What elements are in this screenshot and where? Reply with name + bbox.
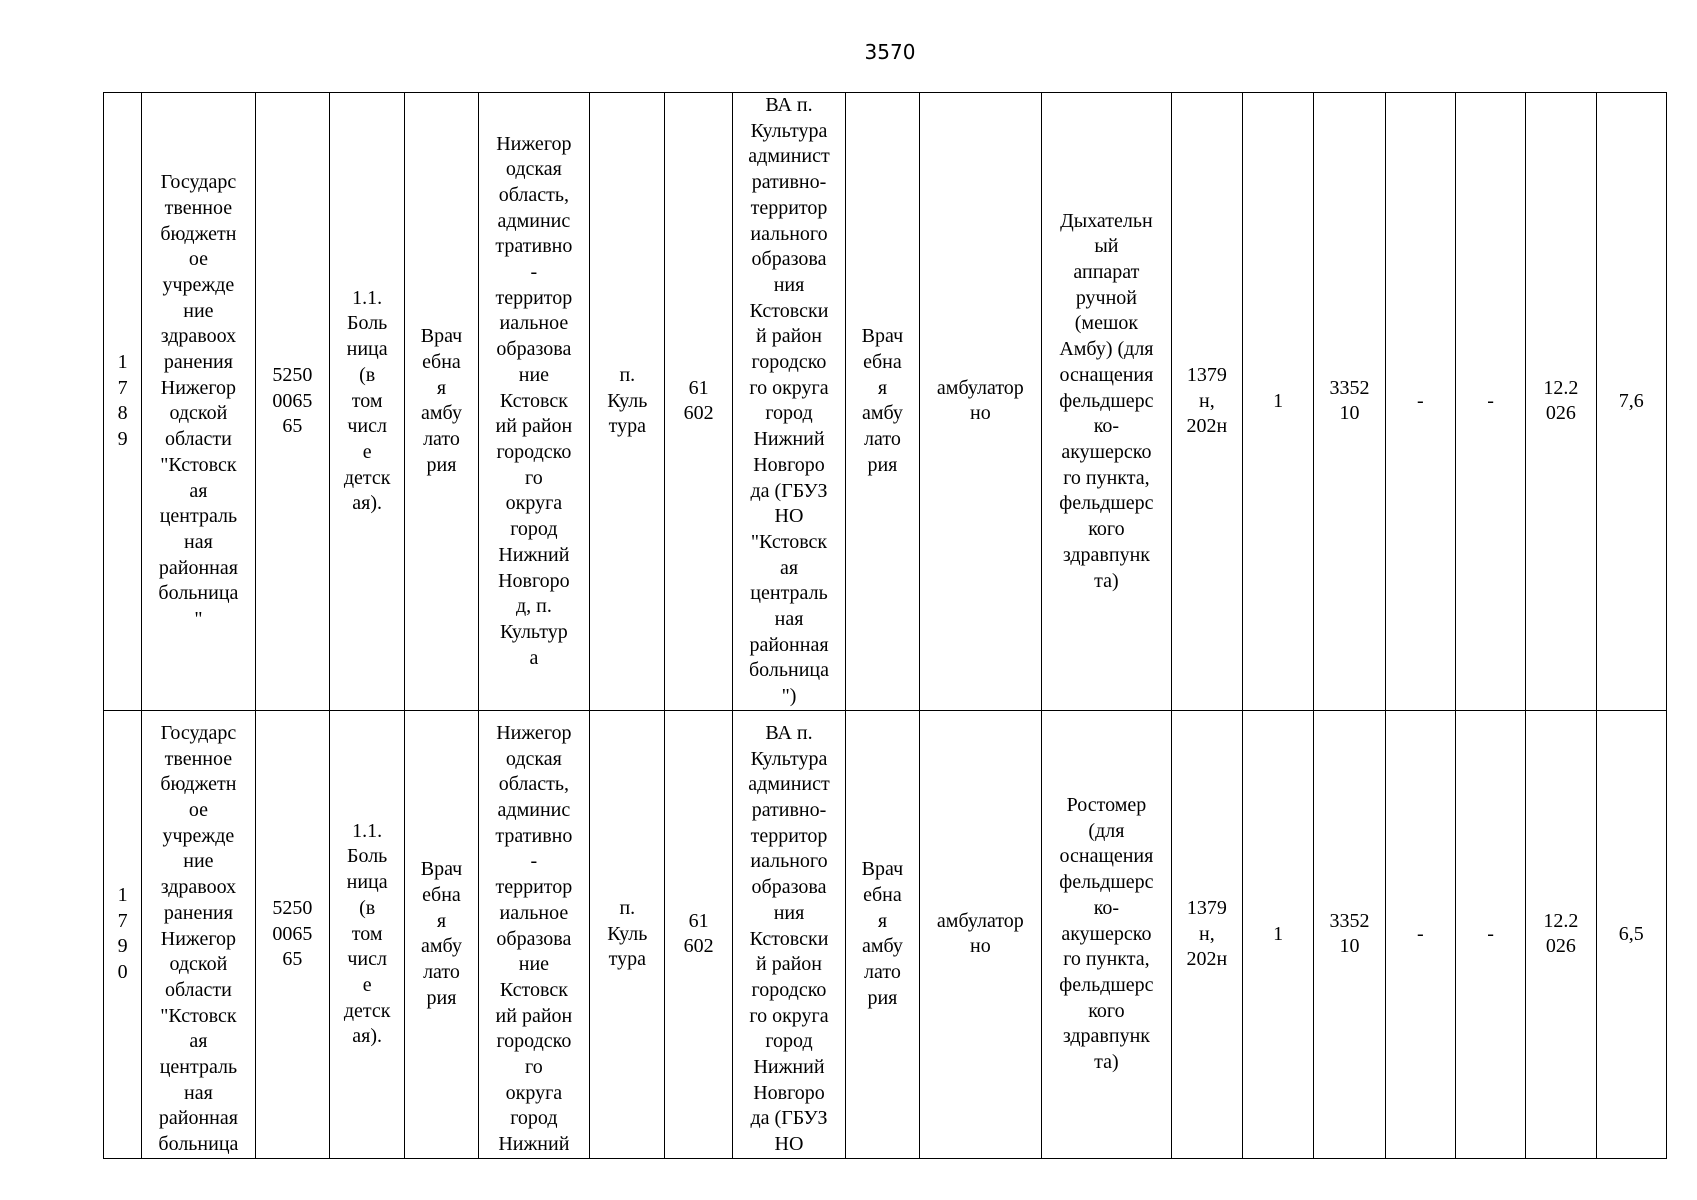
- cell-unit: Врач ебна я амбу лато рия: [405, 710, 478, 1158]
- cell-type: 1.1. Боль ница (в том числ е детск ая).: [329, 93, 404, 711]
- cell-equipment: Дыхательн ый аппарат ручной (мешок Амбу) (для оснащения фельдшерс ко- акушерско го пункта, фельдшерс кого здравпунк та): [1042, 93, 1172, 711]
- cell-date: 12.2 026: [1526, 710, 1596, 1158]
- cell-okpd: 3352 10: [1314, 710, 1385, 1158]
- cell-order: 1379 н, 202н: [1171, 710, 1242, 1158]
- cell-type: 1.1. Боль ница (в том числ е детск ая).: [329, 710, 404, 1158]
- cell-quantity: 1: [1243, 710, 1314, 1158]
- cell-quantity: 1: [1243, 93, 1314, 711]
- cell-oktmo: 61 602: [665, 93, 732, 711]
- table-row: [104, 710, 1667, 1158]
- cell-mode: амбулатор но: [919, 710, 1042, 1158]
- cell-facility: ВА п. Культура админист ративно- территор иального образова ния Кстовски й район городско го округа город Нижний Новгоро да (ГБУЗ НО: [732, 710, 846, 1158]
- cell-date: 12.2 026: [1526, 93, 1596, 711]
- cell-order: 1379 н, 202н: [1171, 93, 1242, 711]
- cell-value: 7,6: [1596, 93, 1666, 711]
- cell-organization: Государс твенное бюджетн ое учрежде ние здравоох ранения Нижегор одской области "Кстовск ая централь ная районная больница: [142, 710, 256, 1158]
- cell-value: 6,5: [1596, 710, 1666, 1158]
- table-row: [104, 93, 1667, 711]
- cell-code: 5250 0065 65: [255, 710, 329, 1158]
- cell-mode: амбулатор но: [919, 93, 1042, 711]
- cell-col15: -: [1385, 710, 1455, 1158]
- cell-address: Нижегор одская область, админис тративно - территор иальное образова ние Кстовск ий район городско го округа город Нижний Новгоро д, п. Культур а: [478, 93, 589, 711]
- cell-settlement: п. Куль тура: [590, 710, 665, 1158]
- cell-equipment: Ростомер (для оснащения фельдшерс ко- акушерско го пункта, фельдшерс кого здравпунк та): [1042, 710, 1172, 1158]
- cell-settlement: п. Куль тура: [590, 93, 665, 711]
- page-number: 3570: [864, 40, 916, 64]
- data-table: [103, 92, 1667, 1159]
- cell-address: Нижегор одская область, админис тративно - территор иальное образова ние Кстовск ий район городско го округа город Нижний: [478, 710, 589, 1158]
- cell-col15: -: [1385, 93, 1455, 711]
- cell-code: 5250 0065 65: [255, 93, 329, 711]
- cell-okpd: 3352 10: [1314, 93, 1385, 711]
- cell-facility-type: Врач ебна я амбу лато рия: [846, 710, 919, 1158]
- cell-row-number: 1 7 8 9: [104, 93, 142, 711]
- cell-col16: -: [1455, 710, 1525, 1158]
- cell-facility-type: Врач ебна я амбу лато рия: [846, 93, 919, 711]
- cell-row-number: 1 7 9 0: [104, 710, 142, 1158]
- cell-organization: Государс твенное бюджетн ое учрежде ние здравоох ранения Нижегор одской области "Кстовск ая централь ная районная больница ": [142, 93, 256, 711]
- cell-unit: Врач ебна я амбу лато рия: [405, 93, 478, 711]
- cell-col16: -: [1455, 93, 1525, 711]
- cell-facility: ВА п. Культура админист ративно- территор иального образова ния Кстовски й район городско го округа город Нижний Новгоро да (ГБУЗ НО "Кстовск ая централь ная районная больница "): [732, 93, 846, 711]
- cell-oktmo: 61 602: [665, 710, 732, 1158]
